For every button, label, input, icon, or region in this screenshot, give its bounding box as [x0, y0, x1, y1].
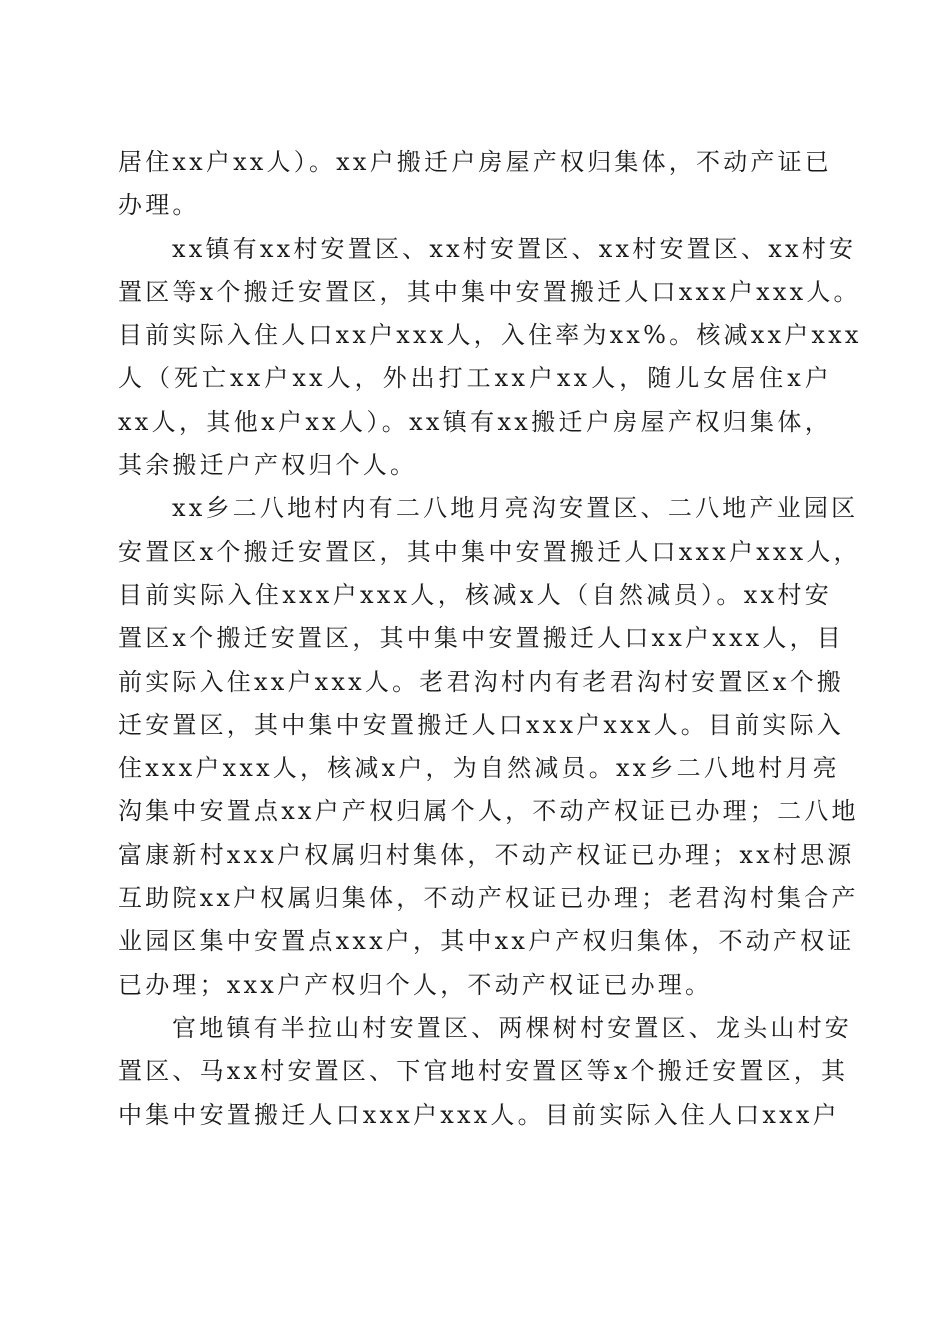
paragraph-continuation	[118, 141, 832, 228]
text-line: 前实际入住xx户xxx人。老君沟村内有老君沟村安置区x个搬	[118, 667, 845, 696]
text-line: 中集中安置搬迁人口xxx户xxx人。目前实际入住人口xxx户	[118, 1100, 840, 1129]
document-body	[118, 141, 862, 1137]
text-line: 住xxx户xxx人，核减x户，为自然减员。xx乡二八地村月亮	[118, 754, 840, 783]
text-line: 沟集中安置点xx户产权归属个人，不动产权证已办理；二八地	[118, 797, 859, 826]
text-line: xx镇有xx村安置区、xx村安置区、xx村安置区、xx村安	[172, 234, 857, 263]
text-line: 目前实际入住xxx户xxx人，核减x人（自然减员）。xx村安	[118, 580, 832, 609]
text-line: 安置区x个搬迁安置区，其中集中安置搬迁人口xxx户xxx人，	[118, 537, 861, 566]
text-line: xx乡二八地村内有二八地月亮沟安置区、二八地产业园区	[172, 494, 859, 523]
text-line: 人（死亡xx户xx人，外出打工xx户xx人，随儿女居住x户	[118, 364, 832, 393]
text-line: 目前实际入住人口xx户xxx人，入住率为xx%。核减xx户xxx	[118, 321, 862, 350]
paragraph-xx-town	[118, 228, 862, 488]
text-line: 其余搬迁户产权归个人。	[118, 451, 418, 480]
paragraph-guandi-town	[118, 1007, 852, 1137]
text-line: xx人，其他x户xx人）。xx镇有xx搬迁户房屋产权归集体，	[118, 407, 832, 436]
paragraph-xx-township	[118, 487, 861, 1007]
text-line: 官地镇有半拉山村安置区、两棵树村安置区、龙头山村安	[172, 1013, 852, 1042]
text-line: 已办理；xxx户产权归个人，不动产权证已办理。	[118, 970, 713, 999]
text-line: 办理。	[118, 191, 200, 220]
text-line: 富康新村xxx户权属归村集体，不动产权证已办理；xx村思源	[118, 840, 855, 869]
text-line: 置区、马xx村安置区、下官地村安置区等x个搬迁安置区，其	[118, 1057, 849, 1086]
text-line: 居住xx户xx人）。xx户搬迁户房屋产权归集体，不动产证已	[118, 148, 833, 176]
text-line: 置区等x个搬迁安置区，其中集中安置搬迁人口xxx户xxx人。	[118, 277, 861, 306]
text-line: 迁安置区，其中集中安置搬迁人口xxx户xxx人。目前实际入	[118, 710, 845, 739]
text-line: 业园区集中安置点xxx户，其中xx户产权归集体，不动产权证	[118, 927, 855, 956]
text-line: 互助院xx户权属归集体，不动产权证已办理；老君沟村集合产	[118, 884, 859, 913]
text-line: 置区x个搬迁安置区，其中集中安置搬迁人口xx户xxx人，目	[118, 624, 845, 653]
